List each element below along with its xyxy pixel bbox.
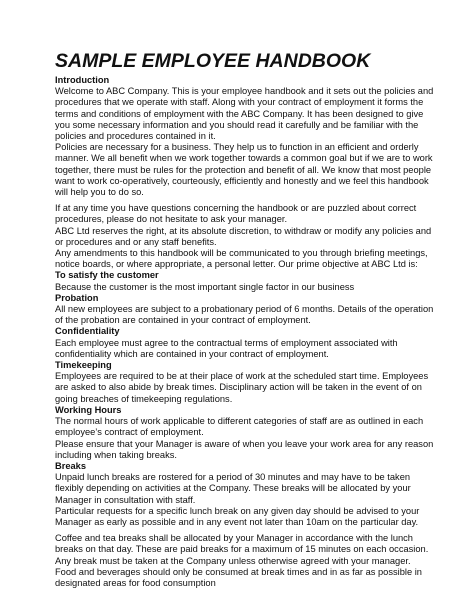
introduction-paragraph-1: Welcome to ABC Company. This is your employee handbook and it sets out the policies and procedures that we operate with staff. Along with your contract of employment it forms the terms and conditions of employment with the ABC Company. It has been designed to give you some necessary information and you should read it carefully and be familiar with the policies and procedures contained in it. <box>55 86 434 142</box>
timekeeping-heading: Timekeeping <box>55 360 112 371</box>
introduction-paragraph-3: If at any time you have questions concerning the handbook or are puzzled about correct procedures, please do not hesitate to ask your manager. <box>55 203 417 225</box>
introduction-paragraph-5: Any amendments to this handbook will be communicated to you through briefing meetings, notice boards, or where appropriate, a personal letter. Our prime objective at ABC Ltd is: <box>55 248 428 270</box>
breaks-paragraph-1: Unpaid lunch breaks are rostered for a period of 30 minutes and may have to be taken flexibly depending on activities at the Company. These breaks will be allocated by your Manager in consultation with staff. <box>55 472 411 505</box>
section-working-hours <box>55 405 435 461</box>
confidentiality-paragraph: Each employee must agree to the contractual terms of employment associated with confidentiality which are contained in your contract of employment. <box>55 337 398 359</box>
section-probation <box>55 293 435 327</box>
working-hours-paragraph-1: The normal hours of work applicable to different categories of staff are as outlined in each employee’s contract of employment. <box>55 416 424 438</box>
section-introduction <box>55 75 435 270</box>
document-title: SAMPLE EMPLOYEE HANDBOOK <box>55 50 371 72</box>
introduction-paragraph-4: ABC Ltd reserves the right, at its absolute discretion, to withdraw or modify any policies and or procedures and or any staff benefits. <box>55 225 432 247</box>
working-hours-heading: Working Hours <box>55 404 122 415</box>
breaks-paragraph-4: Food and beverages should only be consumed at break times and in as far as possible in designated areas for food consumption <box>55 566 422 588</box>
handbook-page <box>55 50 435 589</box>
section-satisfy-customer <box>55 270 435 292</box>
confidentiality-heading: Confidentiality <box>55 326 120 337</box>
probation-heading: Probation <box>55 292 99 303</box>
timekeeping-paragraph: Employees are required to be at their place of work at the scheduled start time. Employees are asked to also abide by break times. Disciplinary action will be taken in the event of on going breaches of timekeeping regulations. <box>55 371 429 404</box>
working-hours-paragraph-2: Please ensure that your Manager is aware of when you leave your work area for any reason including when taking breaks. <box>55 438 434 460</box>
section-timekeeping <box>55 360 435 405</box>
satisfy-customer-paragraph: Because the customer is the most important single factor in our business <box>55 281 355 292</box>
introduction-paragraph-2: Policies are necessary for a business. They help us to function in an efficient and orderly manner. We all benefit when we work together towards a common goal but if we are to work together, there must be rules for the protection and benefit of all. We know that most people want to work co-operatively, courteously, efficiently and honestly and we feel this handbook will help you to do so. <box>55 142 433 198</box>
satisfy-customer-heading: To satisfy the customer <box>55 270 159 281</box>
section-confidentiality <box>55 326 435 360</box>
breaks-paragraph-3: Coffee and tea breaks shall be allocated by your Manager in accordance with the lunch breaks on that day. These are paid breaks for a maximum of 15 minutes on each occasion. Any break must be taken at the Company unless otherwise agreed with your manager. <box>55 533 429 566</box>
introduction-heading: Introduction <box>55 75 110 85</box>
breaks-paragraph-2: Particular requests for a specific lunch break on any given day should be advised to your Manager as early as possible and in any event not later than 10am on the particular day. <box>55 505 420 527</box>
section-breaks <box>55 461 435 589</box>
probation-paragraph: All new employees are subject to a probationary period of 6 months. Details of the operation of the probation are contained in your contract of employment. <box>55 304 434 326</box>
breaks-heading: Breaks <box>55 460 87 471</box>
